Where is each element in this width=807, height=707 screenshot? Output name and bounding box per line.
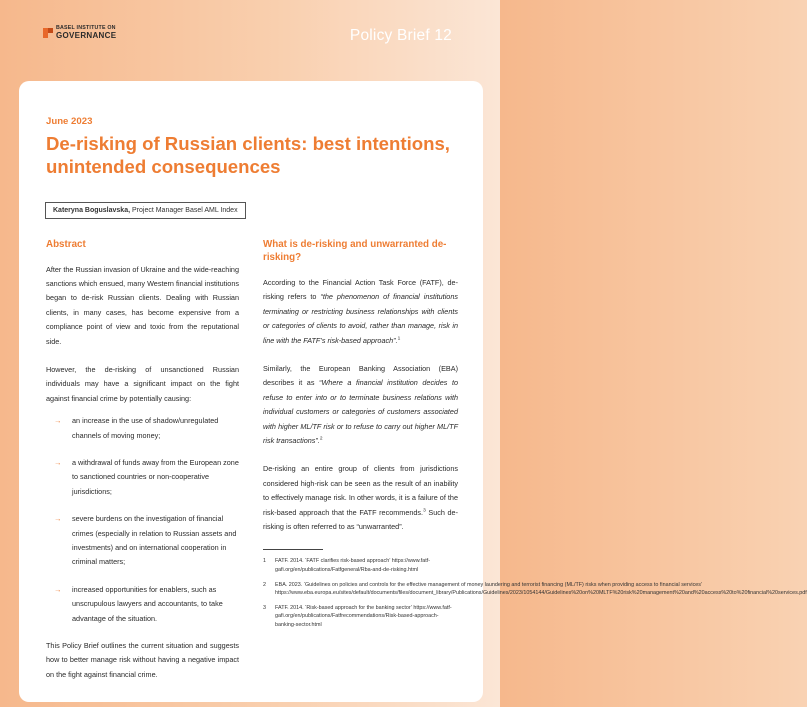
document-title: De-risking of Russian clients: best intentions, unintended consequences [46,133,450,177]
footnote: 3 FATF. 2014. ‘Risk-based approach for the banking sector’ https://www.fatf-gafi.org/en/publications/Fatfrecommendations/Risk-based-approach-banking-sector.html [263,604,458,629]
footnote-text[interactable]: EBA. 2023. ‘Guidelines on policies and controls for the effective management of money laundering and terrorist financing (ML/TF) risks when providing access to financial services’ https://www.eba.europa.eu/sites/default/documents/files/document_library/Publications/Guidelines/2023/1054144/Guidelines%20on%20MLTF%20risk%20management%20and%20access%20to%20financial%20services.pdf [275,581,807,596]
derisking-column [263,239,807,629]
abstract-column [46,239,239,682]
bullet-item [46,414,239,443]
arrow-right-icon: → [54,416,62,426]
author-role: Project Manager Basel AML Index [130,207,238,214]
author-box [45,202,246,219]
bullet-item [46,583,239,626]
bullet-text: a withdrawal of funds away from the European zone to sanctioned countries or non-cooperative jurisdictions; [72,457,239,496]
derisking-paragraph-1: According to the Financial Action Task Force (FATF), de-risking refers to “the phenomenon of financial institutions terminating or restricting business relationships with clients or categories of clients to avoid, rather than manage, risk in line with the FATF’s risk-based approach”.$^1$ [263,278,458,345]
bullet-text: increased opportunities for enablers, such as unscrupulous lawyers and accountants, to take advantage of the situation. [72,584,223,623]
abstract-paragraph-3: This Policy Brief outlines the current situation and suggests how to better manage risk without having a negative impact on the fight against financial crime. [46,641,239,679]
logo-line2: GOVERNANCE [56,31,117,41]
derisking-heading: What is de-risking and unwarranted de-risking? [263,239,447,263]
arrow-right-icon: → [54,457,62,467]
logo-mark-icon [43,28,53,38]
policy-brief-label: Policy Brief 12 [349,27,452,44]
author-name: Kateryna Boguslavska, [53,207,131,214]
abstract-paragraph-2: However, the de-risking of unsanctioned Russian individuals may have a significant impact on the fight against financial crime by potentially causing: [46,364,239,403]
footnote-text[interactable]: FATF. 2014. ‘FATF clarifies risk-based approach’ https://www.fatf-gafi.org/en/publications/Fatfgeneral/Rba-and-de-risking.html [275,558,431,573]
logo-line1: BASEL INSTITUTE ON [56,25,116,31]
abstract-paragraph-1: After the Russian invasion of Ukraine and the wide-reaching sanctions which ensued, many Western financial institutions began to de-risk Russian clients. Dealing with Russian clients, in many cases, has become expensive from a compliance point of view and toxic from the reputational side. [46,264,239,346]
derisking-paragraph-2: Similarly, the European Banking Association (EBA) describes it as “Where a financial institution decides to refuse to enter into or to terminate business relations with individual customers or categories of customers associated with higher ML/TF risk or to refuse to carry out higher ML/TF risk transactions”.$^2$ [263,364,458,446]
footnote-text[interactable]: FATF. 2014. ‘Risk-based approach for the banking sector’ https://www.fatf-gafi.org/en/publications/Fatfrecommendations/Risk-based-approach-banking-sector.html [275,605,452,628]
arrow-right-icon: → [54,584,62,594]
derisking-paragraph-3: De-risking an entire group of clients from jurisdictions considered high-risk can be seen as the result of an inability to effectively manage risk. In other words, it is a failure of the risk-based approach that the FATF recommends.$^3$ Such de-risking is often referred to as “unwarranted”. [263,464,458,532]
document-card [19,81,807,702]
bullet-text: severe burdens on the investigation of financial crimes (especially in relation to Russian assets and investments) and on international cooperation in criminal matters; [72,514,237,567]
footnote-divider [263,549,323,550]
publication-date: June 2023 [46,116,93,127]
bullet-item [46,456,239,499]
bullet-text: an increase in the use of shadow/unregulated channels of moving money; [72,416,219,440]
bullet-item [46,512,239,570]
arrow-right-icon: → [54,514,62,524]
footnote: 1 FATF. 2014. ‘FATF clarifies risk-based approach’ https://www.fatf-gafi.org/en/publications/Fatfgeneral/Rba-and-de-risking.html [263,557,458,573]
footnote: 2 EBA. 2023. ‘Guidelines on policies and controls for the effective management of money laundering and terrorist financing (ML/TF) risks when providing access to financial services’ https://www.eba.europa.eu/sites/default/documents/files/document_library/Publications/Guidelines/2023/1054144/Guidelines%20on%20MLTF%20risk%20management%20and%20access%20to%20financial%20services.pdf [263,581,807,596]
abstract-heading: Abstract [46,239,86,250]
page-header [0,0,500,70]
basel-institute-logo [43,26,116,40]
